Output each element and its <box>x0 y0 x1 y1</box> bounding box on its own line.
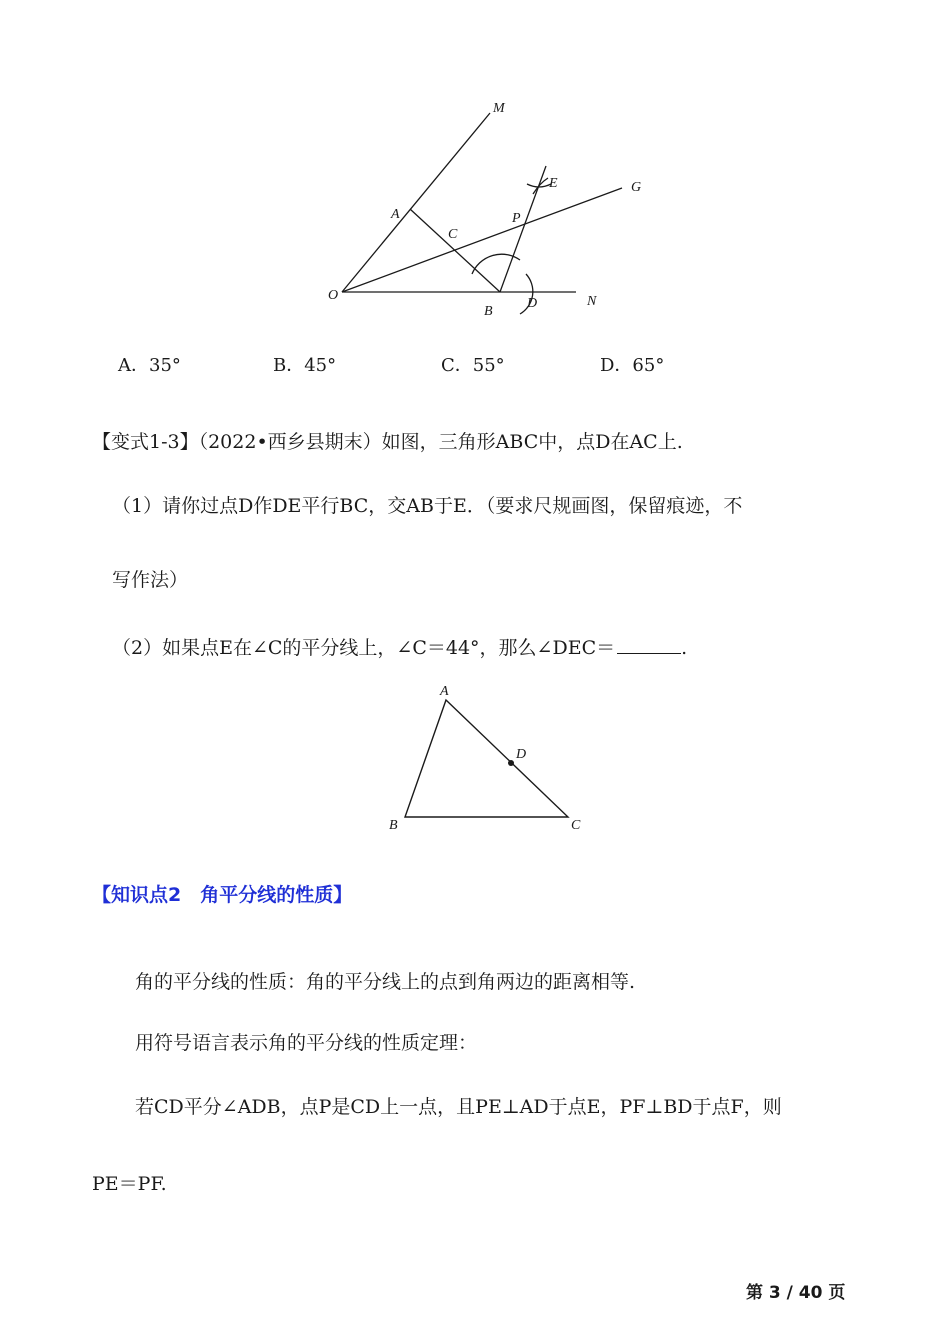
label-a: A <box>391 207 400 222</box>
variant-q2-text: （2）如果点E在∠C的平分线上，∠C＝44°，那么∠DEC＝ <box>112 637 616 659</box>
variant-q1-line1: （1）请你过点D作DE平行BC，交AB于E．（要求尺规画图，保留痕迹，不 <box>112 495 743 517</box>
label-o: O <box>328 288 339 303</box>
answer-blank <box>617 635 681 654</box>
variant-title: 【变式1-3】（2022•西乡县期末）如图，三角形ABC中，点D在AC上. <box>92 431 683 453</box>
knowledge-p3-line2: PE＝PF. <box>92 1173 167 1195</box>
ray-og <box>342 188 622 292</box>
label-c: C <box>448 227 458 242</box>
page-number: 第 3 / 40 页 <box>746 1283 846 1303</box>
variant-q2-end: . <box>681 637 688 659</box>
label-p: P <box>512 211 521 226</box>
label-d: D <box>516 747 527 762</box>
label-c: C <box>571 818 581 833</box>
option-c: C．55° <box>441 355 505 376</box>
knowledge-heading: 【知识点2 角平分线的性质】 <box>92 884 353 906</box>
label-m: M <box>493 101 505 116</box>
label-b: B <box>389 818 398 833</box>
label-n: N <box>587 294 597 309</box>
knowledge-p2: 用符号语言表示角的平分线的性质定理： <box>135 1032 478 1054</box>
variant-q1-line2: 写作法） <box>112 569 189 591</box>
option-d: D．65° <box>600 355 665 376</box>
point-d <box>508 760 514 766</box>
segment-ab <box>410 209 500 292</box>
option-b: B．45° <box>273 355 337 376</box>
label-d: D <box>527 296 538 311</box>
figure-triangle <box>380 675 590 840</box>
triangle-abc <box>405 700 568 817</box>
option-a: A．35° <box>118 355 181 376</box>
figure-angle-construction <box>300 90 642 330</box>
label-b: B <box>484 304 493 319</box>
label-a: A <box>440 684 449 699</box>
knowledge-p3-line1: 若CD平分∠ADB，点P是CD上一点，且PE⊥AD于点E，PF⊥BD于点F，则 <box>135 1096 782 1118</box>
knowledge-p1: 角的平分线的性质：角的平分线上的点到角两边的距离相等. <box>135 971 636 993</box>
label-g: G <box>631 180 642 195</box>
label-e: E <box>549 176 558 191</box>
variant-q2 <box>112 635 687 660</box>
